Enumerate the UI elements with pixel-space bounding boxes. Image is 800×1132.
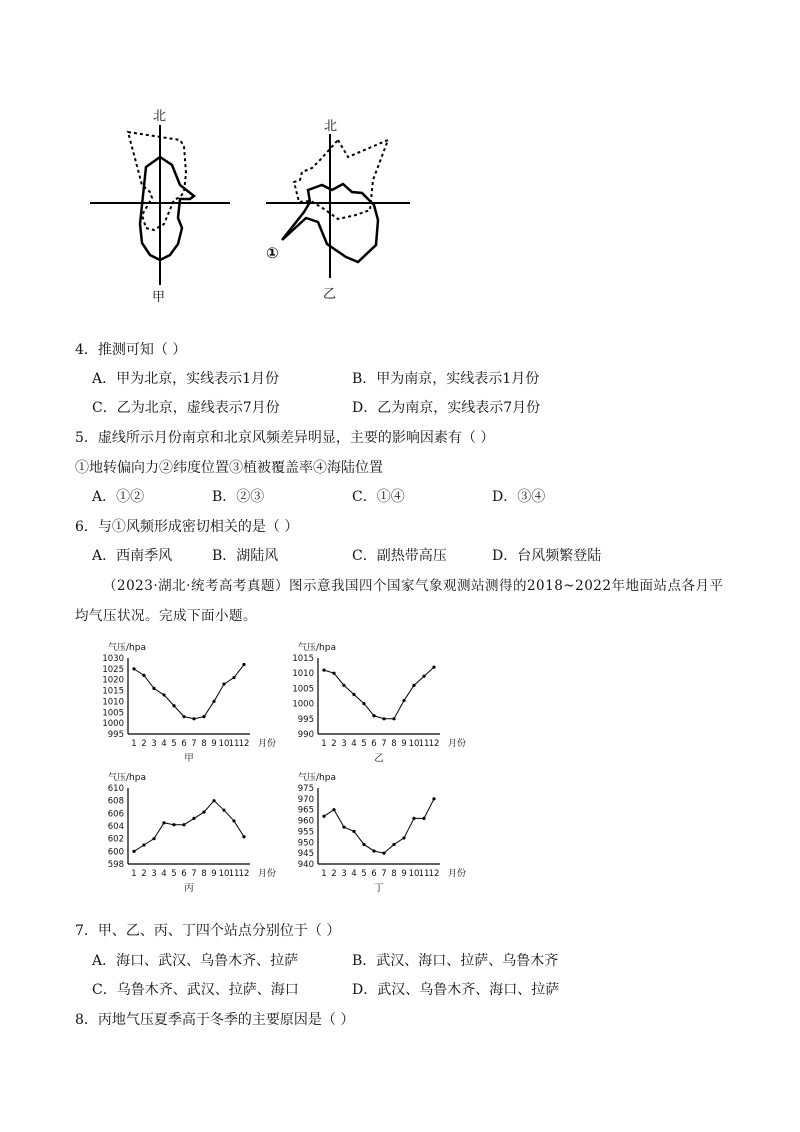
q4-option-c[interactable]: C．乙为北京，虚线表示7月份	[92, 400, 280, 416]
q6-option-c[interactable]: C．副热带高压	[352, 548, 447, 564]
x-tick-label: 2	[331, 739, 337, 749]
x-tick-label: 11	[418, 739, 430, 749]
x-tick-label: 7	[381, 869, 387, 879]
data-point	[382, 852, 385, 855]
data-point	[382, 717, 385, 720]
x-tick-label: 1	[131, 869, 137, 879]
series-line	[134, 665, 244, 719]
chart-title: 乙	[374, 753, 384, 764]
x-tick-label: 10	[408, 869, 420, 879]
data-point	[202, 810, 205, 813]
intro-paragraph: （2023·湖北·统考高考真题）图示意我国四个国家气象观测站测得的2018~2022年地面站点各月平均气压状况。完成下面小题。	[75, 578, 724, 624]
x-tick-label: 8	[201, 739, 207, 749]
y-axis-label: 气压/hpa	[298, 643, 336, 653]
x-tick-label: 12	[428, 869, 440, 879]
y-tick-label: 1025	[102, 664, 124, 675]
y-tick-label: 960	[297, 816, 314, 827]
x-axis-label: 月份	[448, 739, 467, 749]
x-tick-label: 5	[171, 739, 177, 749]
data-point	[212, 700, 215, 703]
data-point	[132, 667, 135, 670]
data-point	[162, 821, 165, 824]
wind-rose-jia	[90, 109, 230, 305]
data-point	[332, 672, 335, 675]
data-point	[182, 715, 185, 718]
q7-option-c[interactable]: C．乌鲁木齐、武汉、拉萨、海口	[92, 982, 299, 998]
data-point	[332, 808, 335, 811]
pressure-chart-3	[108, 771, 276, 894]
x-tick-label: 12	[238, 739, 250, 749]
y-tick-label: 1005	[102, 708, 124, 719]
q7-option-d[interactable]: D．武汉、乌鲁木齐、海口、拉萨	[352, 982, 560, 998]
data-point	[232, 819, 235, 822]
x-tick-label: 4	[351, 739, 357, 749]
y-tick-label: 995	[107, 730, 124, 740]
x-tick-label: 3	[341, 869, 347, 879]
data-point	[392, 717, 395, 720]
data-point	[362, 702, 365, 705]
x-tick-label: 2	[141, 739, 147, 749]
x-tick-label: 3	[341, 739, 347, 749]
x-tick-label: 8	[391, 739, 397, 749]
y-tick-label: 955	[297, 827, 314, 838]
y-tick-label: 965	[297, 805, 314, 816]
data-point	[392, 843, 395, 846]
y-tick-label: 606	[107, 809, 124, 820]
y-tick-label: 604	[107, 822, 124, 832]
data-point	[342, 684, 345, 687]
q6-option-a[interactable]: A．西南季风	[92, 548, 173, 564]
data-point	[432, 797, 435, 800]
y-tick-label: 950	[297, 838, 314, 849]
q4-option-a[interactable]: A．甲为北京，实线表示1月份	[92, 371, 280, 387]
rose-yi-north: 北	[324, 119, 338, 134]
data-point	[202, 715, 205, 718]
y-tick-label: 990	[297, 730, 314, 740]
x-tick-label: 6	[371, 739, 377, 749]
y-tick-label: 1015	[292, 654, 314, 664]
pressure-chart-1	[102, 641, 276, 764]
pressure-charts	[95, 638, 515, 894]
pressure-chart-4	[298, 771, 466, 894]
series-line	[134, 801, 244, 852]
y-axis-label: 气压/hpa	[108, 643, 146, 653]
x-tick-label: 12	[238, 869, 250, 879]
q4-option-d[interactable]: D．乙为南京，实线表示7月份	[352, 400, 541, 416]
y-tick-label: 1020	[102, 675, 124, 686]
data-point	[242, 835, 245, 838]
data-point	[412, 684, 415, 687]
y-tick-label: 608	[107, 796, 124, 807]
x-tick-label: 10	[218, 869, 230, 879]
q6-stem: 6．与①风频形成密切相关的是（ ）	[75, 519, 299, 535]
data-point	[172, 704, 175, 707]
y-tick-label: 600	[107, 847, 124, 858]
x-axis-label: 月份	[258, 739, 277, 749]
data-point	[212, 799, 215, 802]
x-tick-label: 4	[161, 869, 167, 879]
x-tick-label: 11	[418, 869, 430, 879]
q4-option-b[interactable]: B．甲为南京，实线表示1月份	[352, 371, 540, 387]
x-tick-label: 7	[191, 869, 197, 879]
x-tick-label: 6	[181, 739, 187, 749]
y-tick-label: 975	[297, 784, 314, 794]
x-tick-label: 1	[321, 739, 327, 749]
q5-stem: 5．虚线所示月份南京和北京风频差异明显，主要的影响因素有（ ）	[75, 430, 495, 446]
y-tick-label: 1005	[292, 684, 314, 695]
q7-stem: 7．甲、乙、丙、丁四个站点分别位于（ ）	[75, 923, 341, 939]
data-point	[152, 837, 155, 840]
data-point	[132, 850, 135, 853]
x-tick-label: 3	[151, 869, 157, 879]
rose-yi-marker: ①	[266, 244, 279, 262]
data-point	[222, 682, 225, 685]
q5-factors: ①地转偏向力②纬度位置③植被覆盖率④海陆位置	[75, 460, 383, 476]
x-tick-label: 11	[228, 869, 240, 879]
x-tick-label: 2	[141, 869, 147, 879]
q4-stem: 4．推测可知（ ）	[75, 342, 187, 358]
x-tick-label: 9	[401, 869, 407, 879]
data-point	[362, 843, 365, 846]
q7-option-b[interactable]: B．武汉、海口、拉萨、乌鲁木齐	[352, 953, 559, 969]
y-tick-label: 995	[297, 714, 314, 725]
q6-option-d[interactable]: D．台风频繁登陆	[492, 548, 602, 564]
q5-option-c[interactable]: C．①④	[352, 489, 405, 505]
y-axis-label: 气压/hpa	[298, 773, 336, 783]
data-point	[432, 666, 435, 669]
x-tick-label: 5	[361, 739, 367, 749]
data-point	[412, 817, 415, 820]
x-tick-label: 1	[321, 869, 327, 879]
wind-rose-figure	[80, 100, 450, 310]
x-tick-label: 12	[428, 739, 440, 749]
y-tick-label: 1000	[102, 719, 124, 730]
x-tick-label: 5	[361, 869, 367, 879]
data-point	[142, 843, 145, 846]
x-tick-label: 4	[161, 739, 167, 749]
y-tick-label: 1015	[102, 686, 124, 697]
data-point	[352, 693, 355, 696]
x-tick-label: 4	[351, 869, 357, 879]
y-tick-label: 940	[297, 860, 314, 870]
chart-title: 丁	[374, 883, 384, 894]
y-tick-label: 945	[297, 849, 314, 860]
x-axis-label: 月份	[448, 869, 467, 879]
q5-option-d[interactable]: D．③④	[492, 489, 546, 505]
y-tick-label: 1010	[102, 697, 124, 708]
x-tick-label: 1	[131, 739, 137, 749]
data-point	[422, 817, 425, 820]
data-point	[142, 674, 145, 677]
data-point	[372, 849, 375, 852]
data-point	[182, 823, 185, 826]
y-axis-label: 气压/hpa	[108, 773, 146, 783]
data-point	[322, 815, 325, 818]
x-tick-label: 3	[151, 739, 157, 749]
chart-title: 甲	[184, 753, 194, 764]
data-point	[402, 699, 405, 702]
series-line	[324, 799, 434, 853]
y-tick-label: 1010	[292, 669, 314, 680]
data-point	[232, 676, 235, 679]
rose-jia-north: 北	[153, 109, 167, 124]
data-point	[242, 663, 245, 666]
series-line	[324, 667, 434, 719]
x-tick-label: 7	[191, 739, 197, 749]
wind-rose-yi	[266, 119, 410, 302]
data-point	[352, 830, 355, 833]
x-tick-label: 9	[211, 869, 217, 879]
y-tick-label: 1030	[102, 654, 124, 664]
q5-option-b[interactable]: B．②③	[212, 489, 265, 505]
x-tick-label: 6	[371, 869, 377, 879]
y-tick-label: 1000	[292, 699, 314, 710]
chart-title: 丙	[184, 883, 194, 894]
data-point	[192, 717, 195, 720]
x-tick-label: 11	[228, 739, 240, 749]
data-point	[372, 714, 375, 717]
q7-option-a[interactable]: A．海口、武汉、乌鲁木齐、拉萨	[92, 953, 299, 969]
y-tick-label: 598	[107, 860, 124, 870]
x-tick-label: 5	[171, 869, 177, 879]
x-tick-label: 2	[331, 869, 337, 879]
rose-yi-label: 乙	[323, 287, 337, 302]
x-axis-label: 月份	[258, 869, 277, 879]
x-tick-label: 9	[401, 739, 407, 749]
data-point	[172, 823, 175, 826]
x-tick-label: 9	[211, 739, 217, 749]
y-tick-label: 602	[107, 834, 124, 845]
q5-option-a[interactable]: A．①②	[92, 489, 145, 505]
y-tick-label: 610	[107, 784, 124, 794]
data-point	[342, 825, 345, 828]
data-point	[222, 809, 225, 812]
data-point	[192, 817, 195, 820]
x-tick-label: 10	[218, 739, 230, 749]
q8-stem: 8．丙地气压夏季高于冬季的主要原因是（ ）	[75, 1012, 355, 1028]
pressure-chart-2	[292, 641, 466, 764]
data-point	[162, 693, 165, 696]
data-point	[152, 687, 155, 690]
q6-option-b[interactable]: B．湖陆风	[212, 548, 279, 564]
data-point	[322, 669, 325, 672]
x-tick-label: 8	[201, 869, 207, 879]
data-point	[422, 675, 425, 678]
x-tick-label: 7	[381, 739, 387, 749]
rose-jia-label: 甲	[152, 290, 166, 305]
y-tick-label: 970	[297, 794, 314, 805]
x-tick-label: 10	[408, 739, 420, 749]
data-point	[402, 836, 405, 839]
x-tick-label: 6	[181, 869, 187, 879]
x-tick-label: 8	[391, 869, 397, 879]
